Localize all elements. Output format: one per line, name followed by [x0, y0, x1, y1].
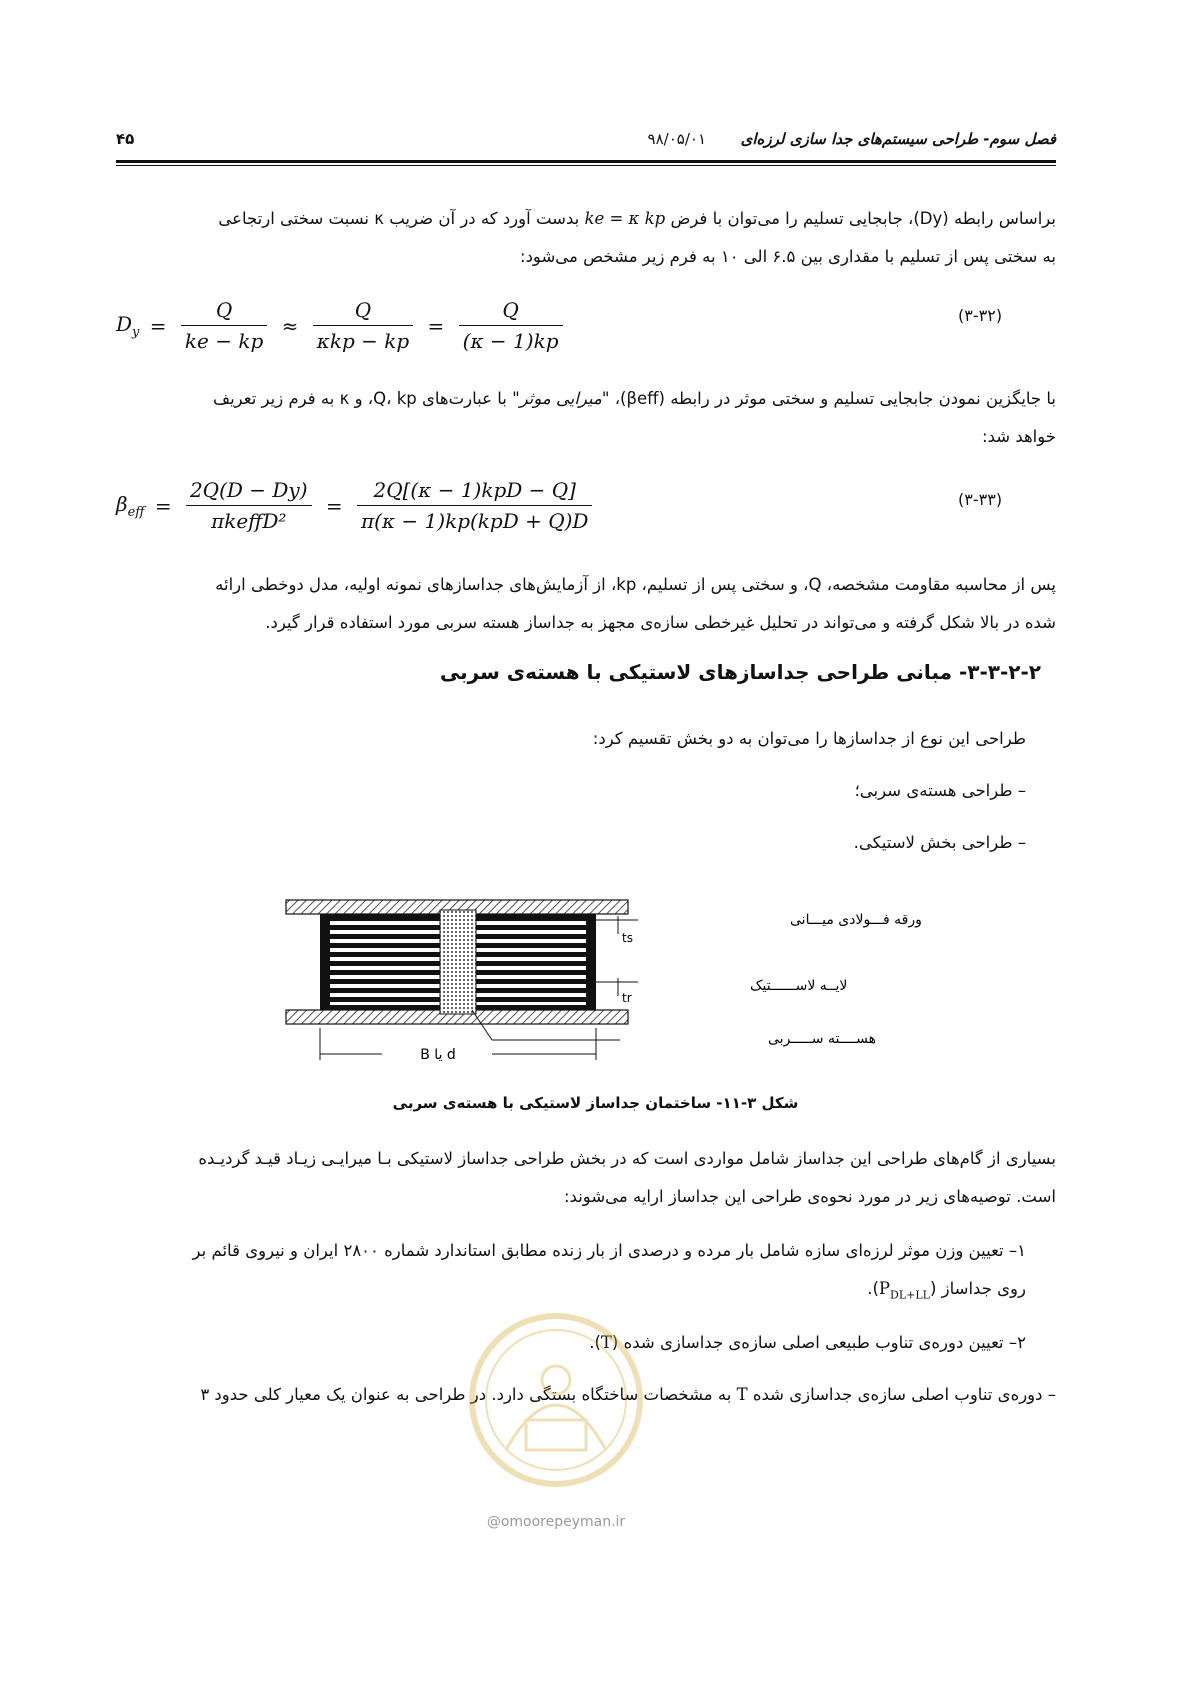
- eq2-fraction-2: $\frac{\text{2Q[(κ − 1)kpD − Q]}}{\text{π(κ − 1)kp(kpD + Q)D}}$: [357, 478, 592, 533]
- equation-32: $D_y$ = $\frac{Q}{ke - kp}$ ≈ $\frac{Q}{\text{κkp − kp}}$ = $\frac{Q}{(\kappa - 1)kp}$: [116, 298, 567, 353]
- lead-core: [440, 910, 476, 1014]
- paragraph-3-line-1: پس از محاسبه مقاومت مشخصه، Q، و سختی پس از تسلیم، kp، از آزمایش‌های جداسازهای نمونه اولیه، مدل دوخطی ارائه: [215, 575, 1056, 594]
- figure-caption: شکل ۳-۱۱- ساختمان جداساز لاستیکی با هسته‌ی سربی: [392, 1094, 799, 1112]
- paragraph-1: [116, 200, 1056, 276]
- label-lead-core: هســــته ســـــربی: [768, 1031, 876, 1047]
- paragraph-5-line-1: بسیاری از گام‌های طراحی این جداساز شامل مواردی است که در بخش طراحی جداساز لاستیکی بـا میرایـی زیـاد قیـد گردیـده: [198, 1149, 1056, 1168]
- label-rubber-layer: لایــه لاســــــتیک: [750, 978, 848, 994]
- paragraph-5: [116, 1140, 1056, 1216]
- paragraph-4: طراحی این نوع از جداسازها را می‌توان به دو بخش تقسیم کرد:: [592, 729, 1026, 748]
- eq2-fraction-1: $\frac{2Q(D - Dy)}{\text{πkeffD²}}$: [186, 478, 312, 533]
- section-heading: ۳-۳-۲-۲- مبانی طراحی جداسازهای لاستیکی با هسته‌ی سربی: [439, 660, 1041, 684]
- eq1-fraction-1: $\frac{Q}{ke - kp}$: [181, 298, 267, 353]
- paragraph-2-line-1: با جایگزین نمودن جابجایی تسلیم و سختی موثر در رابطه (βeff)، "میرایی موثر" با عبارت‌های Q، kp، و κ به فرم زیر تعریف: [212, 389, 1056, 408]
- watermark-url: @omoorepeyman.ir: [486, 1514, 626, 1530]
- step-1-line-2: روی جداساز $(P_{DL+LL})$.: [867, 1279, 1026, 1302]
- eq1-fraction-2: $\frac{Q}{\text{κkp − kp}}$: [313, 298, 413, 353]
- header-date: ۹۸/۰۵/۰۱: [647, 130, 706, 148]
- label-dimension: d یا B: [420, 1047, 456, 1063]
- equation-33: $\beta_{eff}$ = $\frac{2Q(D - Dy)}{\text{πkeffD²}}$ = $\frac{\text{2Q[(κ − 1)kpD − Q]}}{\text{π(κ − 1)kp(kpD + Q)D}}$: [116, 478, 596, 533]
- step-2: ۲– تعیین دوره‌ی تناوب طبیعی اصلی سازه‌ی جداسازی شده (T).: [589, 1333, 1026, 1352]
- bearing-diagram: [282, 890, 922, 1090]
- paragraph-3: [116, 566, 1056, 642]
- header-rule-thin: [116, 165, 1056, 166]
- equation-32-number: (۳-۳۲): [958, 306, 1003, 325]
- page-header: [116, 130, 1056, 154]
- step-2-note: – دوره‌ی تناوب اصلی سازه‌ی جداسازی شده T به مشخصات ساختگاه بستگی دارد. در طراحی به عنوان یک معیار کلی حدود ۳: [200, 1385, 1056, 1404]
- paragraph-2: [116, 380, 1056, 456]
- paragraph-1-line-1: براساس رابطه (Dy)، جابجایی تسلیم را می‌توان با فرض ke = κ kp بدست آورد که در آن ضریب κ نسبت سختی ارتجاعی: [218, 209, 1056, 228]
- label-ts: ts: [622, 931, 633, 945]
- list-item-2: – طراحی بخش لاستیکی.: [853, 833, 1026, 852]
- paragraph-1-line-2: به سختی پس از تسلیم با مقداری بین ۶.۵ الی ۱۰ به فرم زیر مشخص می‌شود:: [520, 247, 1056, 266]
- label-tr: tr: [622, 991, 632, 1005]
- list-item-1: – طراحی هسته‌ی سربی؛: [854, 781, 1026, 800]
- step-1-line-1: ۱– تعیین وزن موثر لرزه‌ای سازه شامل بار مرده و درصدی از بار زنده مطابق استاندارد شماره ۲۸۰۰ ایران و نیروی قائم بر: [192, 1241, 1026, 1260]
- chapter-title: فصل سوم- طراحی سیستم‌های جدا سازی لرزه‌ای: [740, 130, 1056, 148]
- paragraph-3-line-2: شده در بالا شکل گرفته و می‌تواند در تحلیل غیرخطی سازه‌ی مجهز به جداساز هسته سربی مورد استفاده قرار گیرد.: [265, 613, 1056, 632]
- lead-rubber-bearing-figure: [282, 890, 922, 1090]
- watermark-seal-icon: [466, 1300, 646, 1510]
- equation-33-number: (۳-۳۳): [958, 490, 1003, 509]
- label-steel-shim: ورقه فـــولادی میـــانی: [790, 912, 922, 928]
- eq1-fraction-3: $\frac{Q}{(\kappa - 1)kp}$: [459, 298, 563, 353]
- paragraph-2-line-2: خواهد شد:: [982, 427, 1056, 446]
- inline-formula: ke = κ kp: [584, 209, 666, 228]
- page-number: ۴۵: [116, 130, 135, 148]
- header-rule-thick: [116, 160, 1056, 163]
- paragraph-5-line-2: است. توصیه‌های زیر در مورد نحوه‌ی طراحی این جداساز ارایه می‌شوند:: [564, 1187, 1056, 1206]
